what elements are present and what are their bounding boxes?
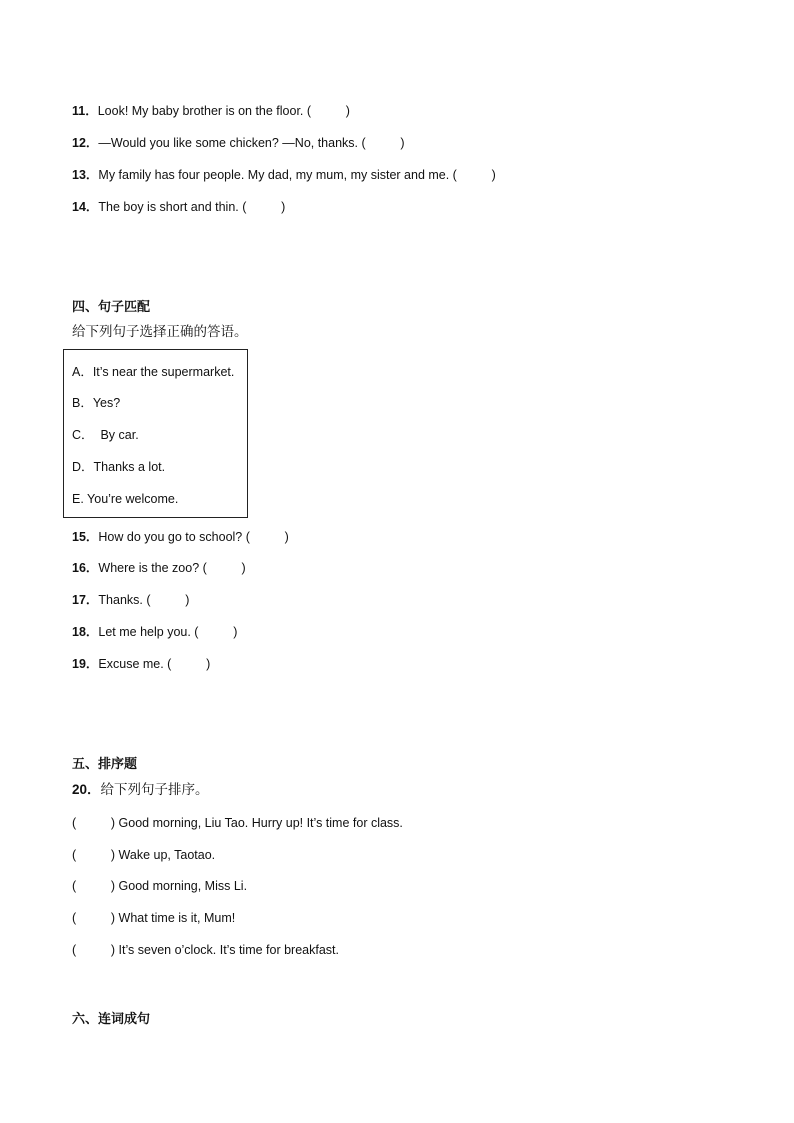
order-item-3: ( ) Good morning, Miss Li. [72, 879, 248, 893]
option-e: E. You’re welcome. [72, 492, 179, 506]
section-5-heading: 五、排序题 [72, 756, 138, 771]
option-a: A．It’s near the supermarket. [72, 365, 235, 379]
order-item-2: ( ) Wake up, Taotao. [72, 848, 216, 862]
question-18: 18．Let me help you. ( ) [72, 625, 238, 639]
order-item-1: ( ) Good morning, Liu Tao. Hurry up! It’s time for class. [72, 816, 403, 830]
option-d: D．Thanks a lot. [72, 460, 166, 474]
question-14: 14．The boy is short and thin. ( ) [72, 200, 286, 214]
answer-options-box [63, 349, 248, 518]
question-17: 17．Thanks. ( ) [72, 593, 190, 607]
question-16: 16．Where is the zoo? ( ) [72, 561, 246, 575]
section-4-instruction: 给下列句子选择正确的答语。 [72, 324, 248, 339]
question-15: 15．How do you go to school? ( ) [72, 530, 289, 544]
order-item-5: ( ) It’s seven o’clock. It’s time for breakfast. [72, 943, 339, 957]
section-4-heading: 四、句子匹配 [72, 299, 151, 314]
question-12: 12．—Would you like some chicken? —No, thanks. ( ) [72, 136, 405, 150]
question-20-instruction: 20．给下列句子排序。 [72, 782, 209, 797]
order-item-4: ( ) What time is it, Mum! [72, 911, 236, 925]
section-6-heading: 六、连词成句 [72, 1011, 151, 1026]
question-19: 19．Excuse me. ( ) [72, 657, 211, 671]
question-13: 13．My family has four people. My dad, my mum, my sister and me. ( ) [72, 168, 496, 182]
option-c: C． By car. [72, 428, 139, 442]
option-b: B．Yes? [72, 396, 121, 410]
question-11: 11．Look! My baby brother is on the floor. ( ) [72, 104, 350, 118]
